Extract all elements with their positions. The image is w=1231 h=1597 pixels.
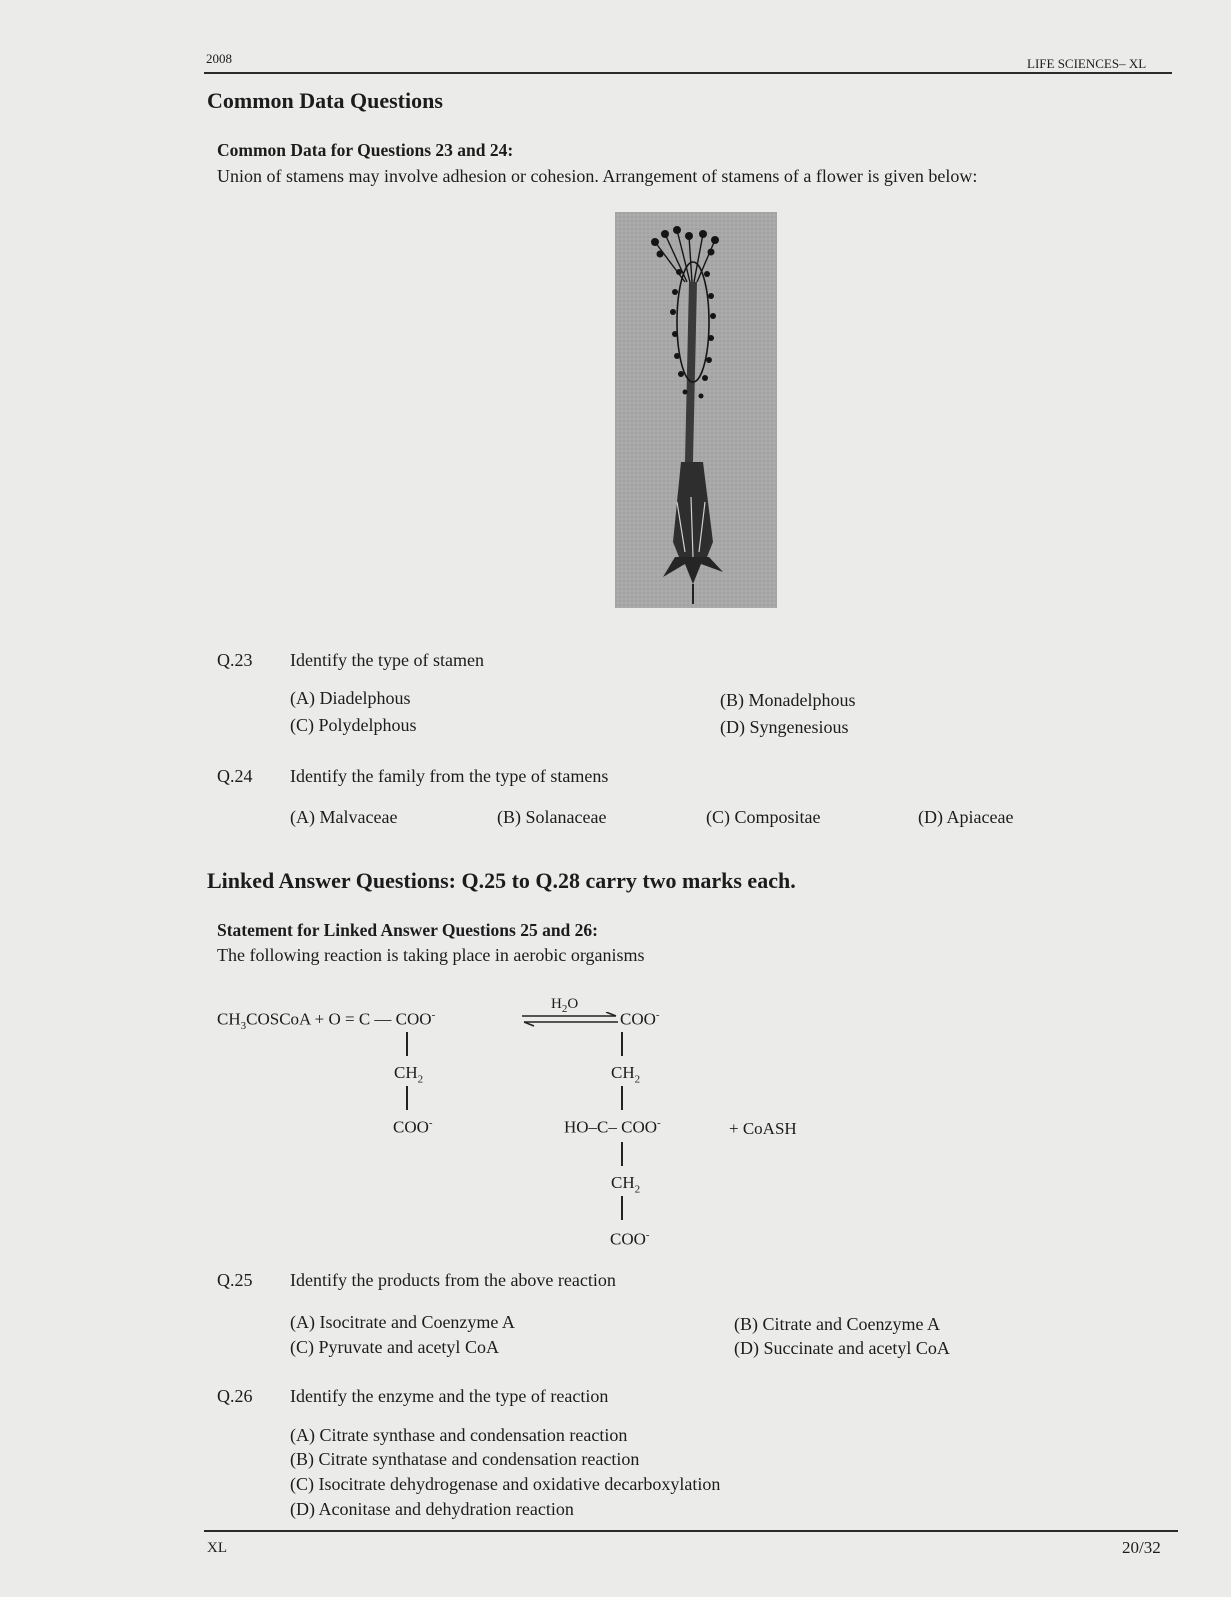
q26-option-c[interactable]: (C) Isocitrate dehydrogenase and oxidative decarboxylation (290, 1474, 721, 1494)
q25-option-c[interactable]: (C) Pyruvate and acetyl CoA (290, 1337, 499, 1357)
arrow-label-sub: 2 (561, 1003, 568, 1015)
q25-option-a[interactable]: (A) Isocitrate and Coenzyme A (290, 1312, 515, 1332)
linked-statement-text: The following reaction is taking place in aerobic organisms (217, 945, 645, 965)
bond-line (406, 1032, 408, 1056)
bond-line (406, 1086, 408, 1110)
q26-option-d[interactable]: (D) Aconitase and dehydration reaction (290, 1499, 574, 1519)
q25-option-d[interactable]: (D) Succinate and acetyl CoA (734, 1338, 950, 1358)
q26-option-a[interactable]: (A) Citrate synthase and condensation reaction (290, 1425, 628, 1445)
footer-code: XL (207, 1540, 227, 1556)
product-coo-top (620, 1009, 660, 1030)
bond-line (621, 1196, 623, 1220)
arrow-label-h: H (551, 996, 562, 1012)
q23-option-c[interactable]: (C) Polydelphous (290, 715, 417, 735)
coo-text: COO (393, 1117, 429, 1137)
q24-option-b[interactable]: (B) Solanaceae (497, 807, 607, 827)
header-rule (204, 72, 1172, 74)
reactant-charge: - (431, 1009, 436, 1021)
q23-text: Identify the type of stamen (290, 650, 484, 670)
stamen-drawing-icon (615, 212, 777, 608)
product-ch2-lower (611, 1173, 640, 1195)
section-title-common-data: Common Data Questions (207, 88, 443, 113)
section-title-linked-answer: Linked Answer Questions: Q.25 to Q.28 carry two marks each. (207, 868, 796, 893)
common-data-statement-title: Common Data for Questions 23 and 24: (217, 140, 514, 160)
product-coo-bottom (610, 1229, 650, 1250)
q25-text: Identify the products from the above reaction (290, 1270, 616, 1290)
ch2-text: CH (611, 1173, 635, 1192)
header-year: 2008 (206, 51, 232, 66)
q26-text: Identify the enzyme and the type of reaction (290, 1386, 609, 1406)
bond-line (621, 1086, 623, 1110)
q23-option-b[interactable]: (B) Monadelphous (720, 690, 856, 710)
ch2-text: CH (611, 1063, 635, 1082)
q25-number: Q.25 (217, 1270, 253, 1290)
hoc-charge: - (657, 1117, 661, 1129)
q24-number: Q.24 (217, 766, 253, 786)
q24-text: Identify the family from the type of stamens (290, 766, 609, 786)
product-coo-top-charge: - (655, 1009, 660, 1021)
linked-statement-title: Statement for Linked Answer Questions 25 and 26: (217, 920, 598, 940)
q25-option-b[interactable]: (B) Citrate and Coenzyme A (734, 1314, 940, 1334)
common-data-statement-text: Union of stamens may involve adhesion or cohesion. Arrangement of stamens of a flower is given below: (217, 166, 978, 186)
ch2-sub: 2 (634, 1073, 641, 1086)
reactant-coo (393, 1117, 433, 1138)
ch2-text: CH (394, 1063, 418, 1082)
q24-option-a[interactable]: (A) Malvaceae (290, 807, 398, 827)
bond-line (621, 1032, 623, 1056)
q23-number: Q.23 (217, 650, 253, 670)
reactant-ch-sub: 3 (240, 1020, 247, 1033)
reaction-reactants (217, 1009, 435, 1032)
arrow-label-o: O (567, 996, 579, 1012)
ch2-sub: 2 (634, 1183, 641, 1196)
q24-option-c[interactable]: (C) Compositae (706, 807, 821, 827)
product-hoc (564, 1117, 661, 1138)
footer-page-number: 20/32 (1122, 1538, 1161, 1557)
coo-charge: - (428, 1117, 433, 1129)
q23-option-a[interactable]: (A) Diadelphous (290, 688, 411, 708)
hoc-text: HO–C– COO (564, 1117, 658, 1137)
reactant-ch2 (394, 1063, 423, 1085)
equilibrium-arrow-icon (520, 1012, 620, 1028)
product-coo-top-text: COO (620, 1009, 656, 1029)
q26-option-b[interactable]: (B) Citrate synthatase and condensation reaction (290, 1449, 640, 1469)
product-ch2-upper (611, 1063, 640, 1085)
q23-option-d[interactable]: (D) Syngenesious (720, 717, 849, 737)
stamen-figure (615, 212, 777, 608)
footer-rule (204, 1530, 1178, 1532)
coo-charge: - (645, 1229, 650, 1241)
reactant-ch: CH (217, 1009, 241, 1029)
coo-text: COO (610, 1229, 646, 1249)
header-subject: LIFE SCIENCES– XL (1027, 56, 1147, 71)
q24-option-d[interactable]: (D) Apiaceae (918, 807, 1014, 827)
reactant-rest: COSCoA + O = C — COO (246, 1009, 432, 1029)
ch2-sub: 2 (417, 1073, 424, 1086)
q26-number: Q.26 (217, 1386, 253, 1406)
product-coash: + CoASH (729, 1119, 797, 1138)
bond-line (621, 1142, 623, 1166)
